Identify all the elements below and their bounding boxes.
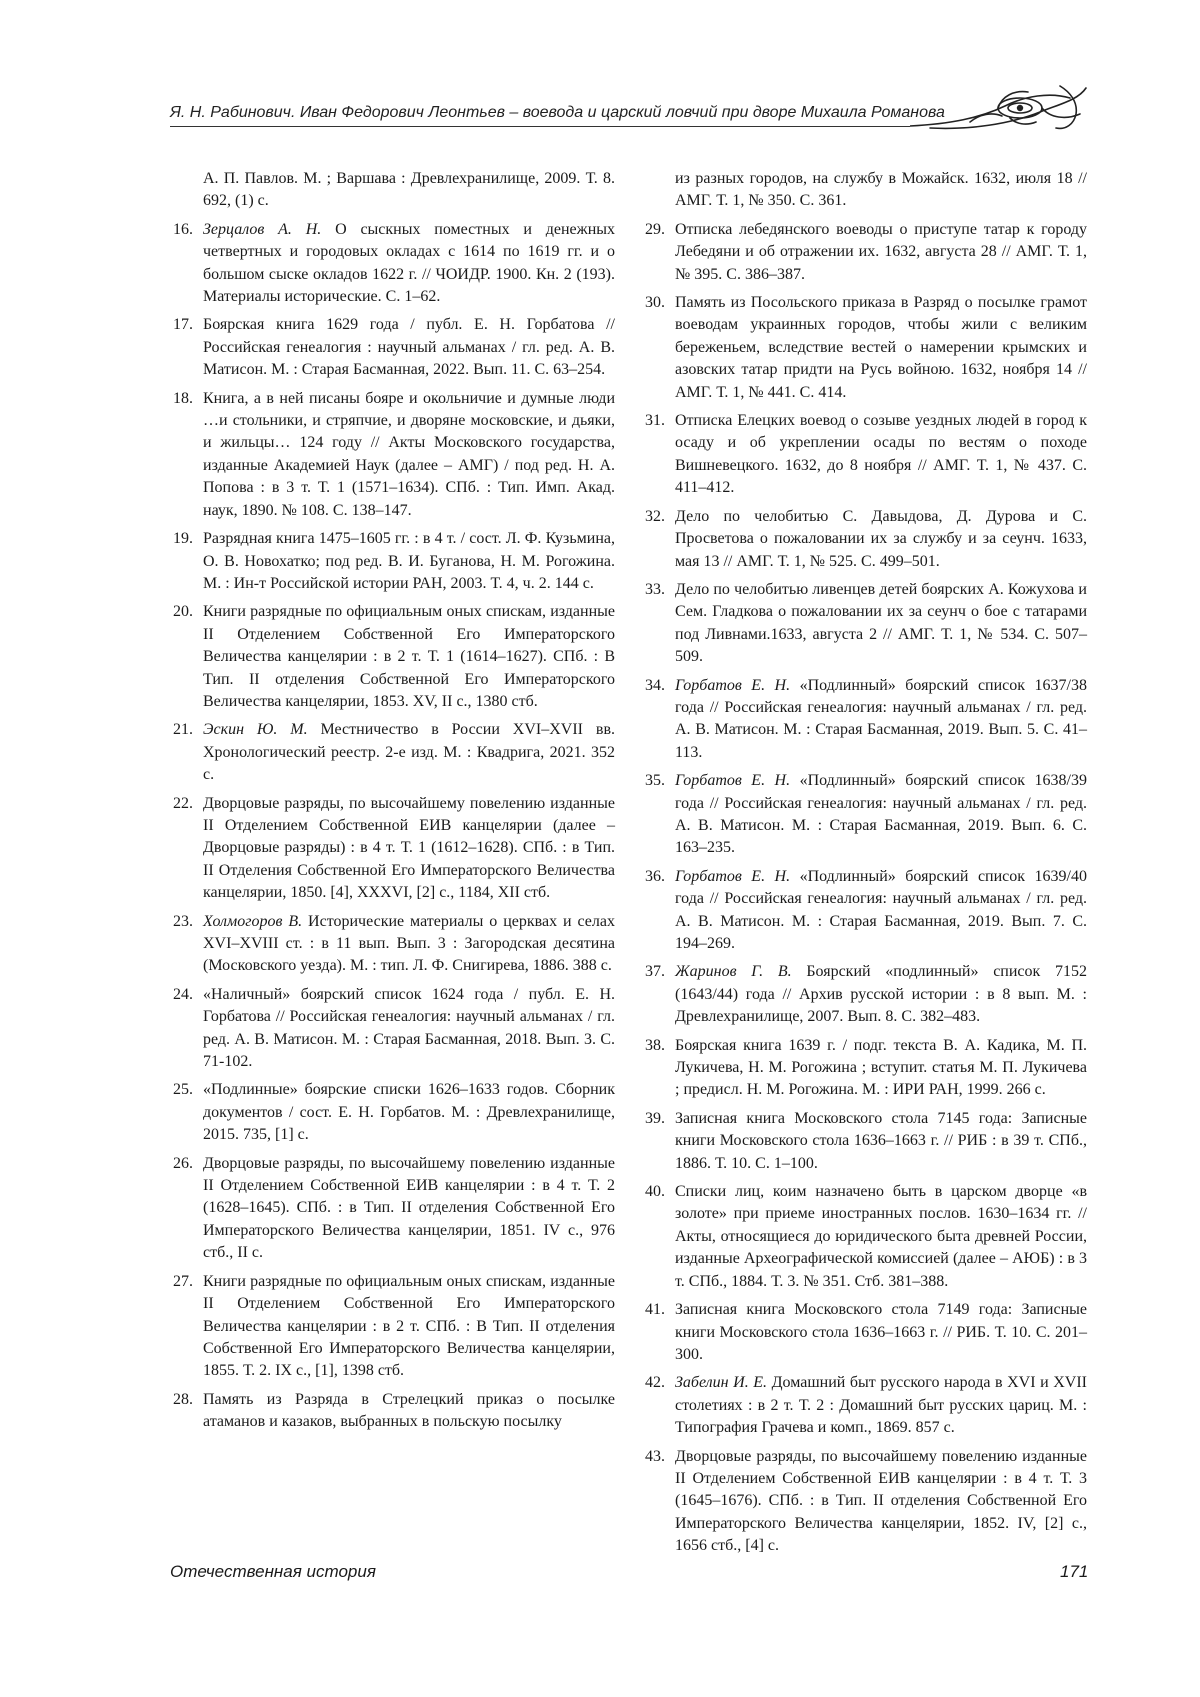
reference-number: 27. bbox=[173, 1271, 203, 1383]
list-item bbox=[173, 168, 615, 213]
reference-item bbox=[645, 1299, 1087, 1366]
reference-continuation: А. П. Павлов. М. ; Варшава : Древлехранилище, 2009. Т. 8. 692, (1) с. bbox=[203, 168, 615, 213]
reference-text bbox=[675, 579, 1087, 669]
reference-author: Горбатов Е. Н. bbox=[675, 868, 790, 885]
reference-body: «Подлинные» боярские списки 1626–1633 годов. Сборник документов / сост. Е. Н. Горбатов. М. : Древлехранилище, 2015. 735, [1] с. bbox=[203, 1081, 615, 1143]
art-nouveau-ornament-icon bbox=[910, 78, 1090, 138]
reference-item bbox=[645, 219, 1087, 286]
reference-list bbox=[173, 219, 615, 1434]
reference-item bbox=[645, 866, 1087, 956]
reference-text bbox=[203, 793, 615, 905]
reference-number: 40. bbox=[645, 1181, 675, 1293]
reference-body: «Подлинный» боярский список 1637/38 года // Российская генеалогия: научный альманах / гл. ред. А. В. Матисон. М. : Старая Басманная, 2019. Вып. 5. С. 41–113. bbox=[675, 677, 1087, 761]
page-number: 171 bbox=[1060, 1562, 1088, 1582]
reference-body: Книга, а в ней писаны бояре и окольничие и думные люди …и стольники, и стряпчие, и дворяне московские, и дьяки, и жильцы… 124 году // Акты Московского государства, изданные Академией Наук (далее – АМГ) / под ред. Н. А. Попова : в 3 т. Т. 1 (1571–1634). СПб. : Тип. Имп. Акад. наук, 1890. № 108. С. 138–147. bbox=[203, 390, 615, 519]
reference-text bbox=[675, 1035, 1087, 1102]
reference-author: Горбатов Е. Н. bbox=[675, 772, 790, 789]
reference-item bbox=[173, 793, 615, 905]
reference-number: 41. bbox=[645, 1299, 675, 1366]
running-title: Я. Н. Рабинович. Иван Федорович Леонтьев – воевода и царский ловчий при дворе Михаила Романова bbox=[170, 104, 945, 122]
reference-number: 21. bbox=[173, 719, 203, 786]
right-column bbox=[645, 168, 1087, 1564]
reference-number: 43. bbox=[645, 1446, 675, 1558]
left-column bbox=[173, 168, 615, 1440]
reference-text bbox=[203, 984, 615, 1074]
reference-item bbox=[173, 388, 615, 522]
reference-body: Память из Посольского приказа в Разряд о посылке грамот воеводам украинных городов, чтобы жили с великим береженьем, вследствие вестей о намерении крымских и азовских татар придти на Русь войною. 1632, ноября 14 // АМГ. Т. 1, № 441. С. 414. bbox=[675, 294, 1087, 401]
reference-body: Книги разрядные по официальным оных спискам, изданные II Отделением Собственной Его Императорского Величества канцелярии : в 2 т. СПб. : В Тип. II отделения Собственной Его Императорского Величества канцелярии, 1855. Т. 2. IX с., [1], 1398 стб. bbox=[203, 1273, 615, 1380]
reference-item bbox=[645, 675, 1087, 765]
reference-number: 23. bbox=[173, 911, 203, 978]
reference-text bbox=[675, 1446, 1087, 1558]
reference-item bbox=[645, 1446, 1087, 1558]
reference-author: Забелин И. Е. bbox=[675, 1374, 767, 1391]
reference-number: 42. bbox=[645, 1372, 675, 1439]
reference-item bbox=[645, 1108, 1087, 1175]
reference-number: 20. bbox=[173, 601, 203, 713]
reference-body: «Подлинный» боярский список 1639/40 года // Российская генеалогия: научный альманах / гл. ред. А. В. Матисон. М. : Старая Басманная, 2019. Вып. 7. С. 194–269. bbox=[675, 868, 1087, 952]
reference-item bbox=[645, 1181, 1087, 1293]
reference-item bbox=[645, 1372, 1087, 1439]
reference-number: 34. bbox=[645, 675, 675, 765]
reference-item bbox=[173, 719, 615, 786]
reference-body: Боярский «подлинный» список 7152 (1643/44) года // Архив русской истории : в 8 вып. М. : Древлехранилище, 2007. Вып. 8. С. 382–483. bbox=[675, 963, 1087, 1025]
reference-text bbox=[203, 219, 615, 309]
reference-text bbox=[675, 1108, 1087, 1175]
reference-text bbox=[203, 528, 615, 595]
reference-body: Отписка лебедянского воеводы о приступе татар к городу Лебедяни и об отражении их. 1632, августа 28 // АМГ. Т. 1, № 395. С. 386–387. bbox=[675, 221, 1087, 283]
reference-body: Память из Разряда в Стрелецкий приказ о посылке атаманов и казаков, выбранных в польскую посылку bbox=[203, 1391, 615, 1430]
reference-number: 17. bbox=[173, 314, 203, 381]
reference-body: Домашний быт русского народа в XVI и XVII столетиях : в 2 т. Т. 2 : Домашний быт русских цариц. М. : Типография Грачева и комп., 1869. 857 с. bbox=[675, 1374, 1087, 1436]
reference-number: 31. bbox=[645, 410, 675, 500]
reference-text bbox=[203, 1271, 615, 1383]
reference-text bbox=[675, 770, 1087, 860]
reference-author: Холмогоров В. bbox=[203, 913, 302, 930]
reference-number: 16. bbox=[173, 219, 203, 309]
reference-item bbox=[645, 292, 1087, 404]
reference-number: 19. bbox=[173, 528, 203, 595]
reference-author: Эскин Ю. М. bbox=[203, 721, 308, 738]
reference-continuation: из разных городов, на службу в Можайск. 1632, июля 18 // АМГ. Т. 1, № 350. С. 361. bbox=[675, 168, 1087, 213]
list-item bbox=[645, 168, 1087, 213]
reference-body: Дворцовые разряды, по высочайшему повелению изданные II Отделением Собственной ЕИВ канцелярии : в 4 т. Т. 3 (1645–1676). СПб. : в Тип. II отделения Собственной Его Императорского Величества канцелярии, 1852. IV, [2] с., 1656 стб., [4] с. bbox=[675, 1448, 1087, 1555]
reference-item bbox=[173, 984, 615, 1074]
reference-item bbox=[173, 528, 615, 595]
reference-text bbox=[675, 675, 1087, 765]
reference-item bbox=[173, 219, 615, 309]
reference-number: 25. bbox=[173, 1079, 203, 1146]
reference-item bbox=[173, 1271, 615, 1383]
reference-text bbox=[675, 1181, 1087, 1293]
reference-body: Дело по челобитью ливенцев детей боярских А. Кожухова и Сем. Гладкова о пожаловании их за сеунч о бое с татарами под Ливнами.1633, августа 2 // АМГ. Т. 1, № 534. С. 507–509. bbox=[675, 581, 1087, 665]
reference-body: Дело по челобитью С. Давыдова, Д. Дурова и С. Просветова о пожаловании их за службу и за сеунч. 1633, мая 13 // АМГ. Т. 1, № 525. С. 499–501. bbox=[675, 508, 1087, 570]
reference-text bbox=[675, 1299, 1087, 1366]
reference-number: 26. bbox=[173, 1153, 203, 1265]
reference-text bbox=[203, 388, 615, 522]
reference-body: Отписка Елецких воевод о созыве уездных людей в город к осаду и об укреплении осады по вестям о походе Вишневецкого. 1632, до 8 ноября // АМГ. Т. 1, № 437. С. 411–412. bbox=[675, 412, 1087, 496]
reference-author: Горбатов Е. Н. bbox=[675, 677, 790, 694]
reference-item bbox=[645, 410, 1087, 500]
reference-body: Списки лиц, коим назначено быть в царском дворце «в золоте» при приеме иностранных послов. 1630–1634 гг. // Акты, относящиеся до юридического быта древней России, изданные Археографической комиссией (далее – АЮБ) : в 3 т. СПб., 1884. Т. 3. № 351. Стб. 381–388. bbox=[675, 1183, 1087, 1290]
reference-text bbox=[203, 1079, 615, 1146]
reference-number: 28. bbox=[173, 1389, 203, 1434]
reference-item bbox=[645, 770, 1087, 860]
reference-text bbox=[203, 911, 615, 978]
reference-author: Зерцалов А. Н. bbox=[203, 221, 321, 238]
reference-number: 22. bbox=[173, 793, 203, 905]
reference-body: Книги разрядные по официальным оных спискам, изданные II Отделением Собственной Его Императорского Величества канцелярии : в 2 т. Т. 1 (1614–1627). СПб. : В Тип. II отделения Собственной Его Императорского Величества канцелярии, 1853. XV, II с., 1380 стб. bbox=[203, 603, 615, 710]
reference-number: 29. bbox=[645, 219, 675, 286]
reference-item bbox=[645, 961, 1087, 1028]
reference-text bbox=[675, 292, 1087, 404]
reference-number: 24. bbox=[173, 984, 203, 1074]
reference-item bbox=[173, 1389, 615, 1434]
reference-text bbox=[675, 1372, 1087, 1439]
reference-item bbox=[173, 1079, 615, 1146]
reference-body: Разрядная книга 1475–1605 гг. : в 4 т. / сост. Л. Ф. Кузьмина, О. В. Новохатко; под ред. В. И. Буганова, Н. М. Рогожина. М. : Ин-т Российской истории РАН, 2003. Т. 4, ч. 2. 144 с. bbox=[203, 530, 615, 592]
reference-number: 39. bbox=[645, 1108, 675, 1175]
reference-body: Дворцовые разряды, по высочайшему повелению изданные II Отделением Собственной ЕИВ канцелярии (далее – Дворцовые разряды) : в 4 т. Т. 1 (1612–1628). СПб. : в Тип. II Отделения Собственной Его Императорского Величества канцелярии, 1850. [4], XXXVI, [2] с., 1184, XII стб. bbox=[203, 795, 615, 902]
reference-body: «Подлинный» боярский список 1638/39 года // Российская генеалогия: научный альманах / гл. ред. А. В. Матисон. М. : Старая Басманная, 2019. Вып. 6. С. 163–235. bbox=[675, 772, 1087, 856]
reference-item bbox=[173, 314, 615, 381]
reference-body: О сыскных поместных и денежных четвертных и городовых окладах с 1614 по 1619 гг. и о большом сыске окладов 1622 г. // ЧОИДР. 1900. Кн. 2 (193). Материалы исторические. С. 1–62. bbox=[203, 221, 615, 305]
reference-item bbox=[645, 579, 1087, 669]
reference-item bbox=[173, 601, 615, 713]
reference-body: Боярская книга 1629 года / публ. Е. Н. Горбатова // Российская генеалогия : научный альманах / гл. ред. А. В. Матисон. М. : Старая Басманная, 2022. Вып. 11. С. 63–254. bbox=[203, 316, 615, 378]
reference-text bbox=[675, 219, 1087, 286]
reference-number: 30. bbox=[645, 292, 675, 404]
header-rule bbox=[170, 126, 910, 127]
reference-number: 33. bbox=[645, 579, 675, 669]
reference-item bbox=[173, 911, 615, 978]
reference-author: Жаринов Г. В. bbox=[675, 963, 792, 980]
reference-text bbox=[675, 961, 1087, 1028]
reference-body: Боярская книга 1639 г. / подг. текста В. А. Кадика, М. П. Лукичева, Н. М. Рогожина ; вступит. статья М. П. Лукичева ; предисл. Н. М. Рогожина. М. : ИРИ РАН, 1999. 266 с. bbox=[675, 1037, 1087, 1099]
reference-body: Записная книга Московского стола 7149 года: Записные книги Московского стола 1636–1663 г. // РИБ. Т. 10. С. 201–300. bbox=[675, 1301, 1087, 1363]
reference-text bbox=[203, 1153, 615, 1265]
reference-number: 37. bbox=[645, 961, 675, 1028]
reference-number: 32. bbox=[645, 506, 675, 573]
reference-text bbox=[203, 601, 615, 713]
reference-text bbox=[203, 719, 615, 786]
reference-item bbox=[645, 1035, 1087, 1102]
reference-item bbox=[173, 1153, 615, 1265]
reference-text bbox=[203, 1389, 615, 1434]
reference-number: 38. bbox=[645, 1035, 675, 1102]
reference-number: 18. bbox=[173, 388, 203, 522]
reference-number: 35. bbox=[645, 770, 675, 860]
reference-body: «Наличный» боярский список 1624 года / публ. Е. Н. Горбатова // Российская генеалогия: научный альманах / гл. ред. А. В. Матисон. М. : Старая Басманная, 2018. Вып. 3. С. 71-102. bbox=[203, 986, 615, 1070]
journal-name: Отечественная история bbox=[170, 1562, 376, 1582]
reference-list bbox=[645, 219, 1087, 1558]
reference-text bbox=[203, 314, 615, 381]
reference-body: Местничество в России XVI–XVII вв. Хронологический реестр. 2-е изд. М. : Квадрига, 2021. 352 с. bbox=[203, 721, 615, 783]
reference-body: Записная книга Московского стола 7145 года: Записные книги Московского стола 1636–1663 г. // РИБ : в 39 т. СПб., 1886. Т. 10. С. 1–100. bbox=[675, 1110, 1087, 1172]
reference-text bbox=[675, 506, 1087, 573]
reference-body: Дворцовые разряды, по высочайшему повелению изданные II Отделением Собственной ЕИВ канцелярии : в 4 т. Т. 2 (1628–1645). СПб. : в Тип. II отделения Собственной Его Императорского Величества канцелярии, 1851. IV с., 976 стб., II с. bbox=[203, 1155, 615, 1262]
reference-item bbox=[645, 506, 1087, 573]
reference-text bbox=[675, 866, 1087, 956]
running-header bbox=[170, 100, 1090, 134]
reference-text bbox=[675, 410, 1087, 500]
reference-number: 36. bbox=[645, 866, 675, 956]
reference-body: Исторические материалы о церквах и селах XVI–XVIII ст. : в 11 вып. Вып. 3 : Загородская десятина (Московского уезда). М. : тип. Л. Ф. Снигирева, 1886. 388 с. bbox=[203, 913, 615, 975]
